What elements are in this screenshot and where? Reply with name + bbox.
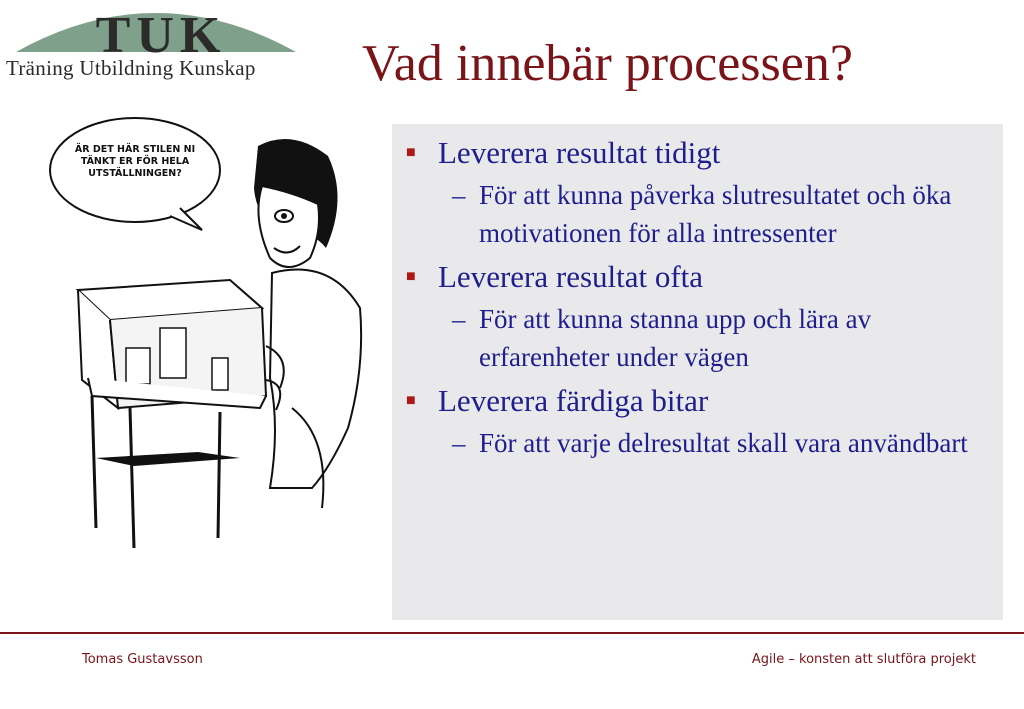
sub-bullet-text: För att kunna påverka slutresultatet och öka motivationen för alla intressenter <box>479 180 952 248</box>
slide-title: Vad innebär processen? <box>362 35 853 92</box>
footer-author: Tomas Gustavsson <box>82 652 203 667</box>
cartoon-illustration <box>30 108 370 548</box>
sub-bullet-item <box>404 424 994 462</box>
bullet-item <box>404 382 994 420</box>
logo-letters: TUK <box>95 7 227 64</box>
sub-bullet-item <box>404 300 994 376</box>
bullet-heading: Leverera resultat tidigt <box>438 135 721 170</box>
logo-tagline: Träning Utbildning Kunskap <box>6 56 256 80</box>
bullet-item <box>404 134 994 172</box>
tuk-logo <box>6 4 306 84</box>
footer-divider <box>0 632 1024 634</box>
sub-bullet-item <box>404 176 994 252</box>
bullet-list <box>404 130 994 468</box>
content-panel <box>392 124 1003 620</box>
sub-bullet-text: För att kunna stanna upp och lära av erfarenheter under vägen <box>479 304 872 372</box>
dash-icon: – <box>452 304 466 334</box>
square-bullet-icon: ■ <box>406 268 416 285</box>
dash-icon: – <box>452 180 466 210</box>
bullet-heading: Leverera färdiga bitar <box>438 383 709 418</box>
square-bullet-icon: ■ <box>406 392 416 409</box>
bullet-heading: Leverera resultat ofta <box>438 259 704 294</box>
dash-icon: – <box>452 428 466 458</box>
speech-bubble-text: ÄR DET HÄR STILEN NI TÄNKT ER FÖR HELA UTSTÄLLNINGEN? <box>74 144 196 179</box>
bullet-item <box>404 258 994 296</box>
footer-presentation-title: Agile – konsten att slutföra projekt <box>751 652 976 667</box>
square-bullet-icon: ■ <box>406 144 416 161</box>
sub-bullet-text: För att varje delresultat skall vara användbart <box>479 428 968 458</box>
